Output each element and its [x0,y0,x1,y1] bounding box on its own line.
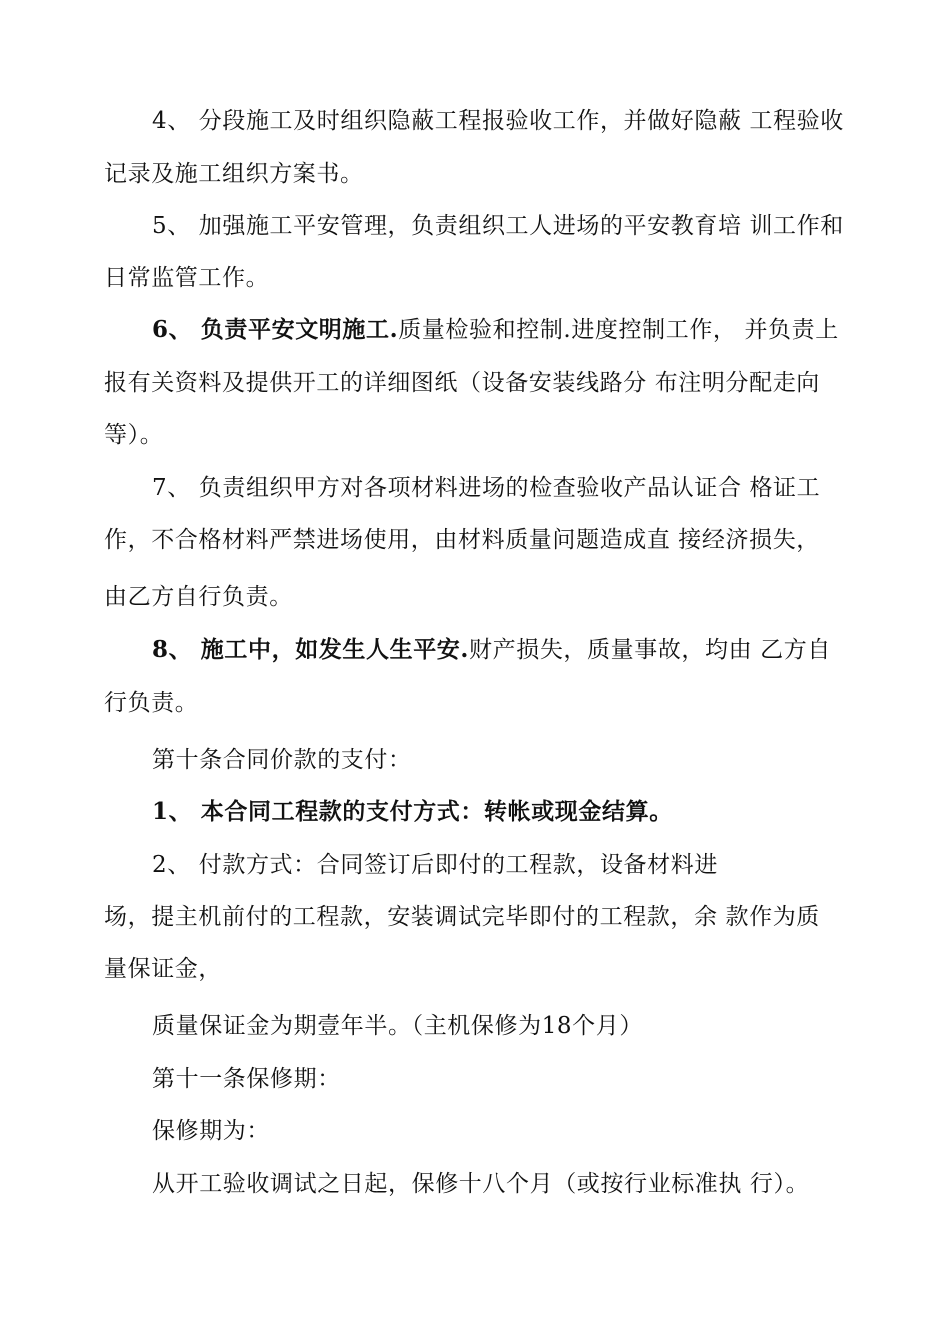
article-11-warranty-label: 保修期为： [152,1118,270,1144]
article-11-warranty-term: 从开工验收调试之日起，保修十八个月（或按行业标准执 行）。 [152,1171,810,1197]
item-6-bold-lead: 6、 负责平安文明施工. [152,316,399,343]
item-7-line-2: 作，不合格材料严禁进场使用，由材料质量问题造成直 接经济损失， [104,527,820,553]
article-10-payment-terms-line-1: 2、 付款方式：合同签订后即付的工程款，设备材料进 [152,852,718,878]
item-8-line-2: 行负责。 [104,690,199,716]
item-5-line-2: 日常监管工作。 [104,265,270,291]
item-8-line-1 [152,635,852,665]
article-11-heading: 第十一条保修期： [152,1066,341,1092]
item-6-line-3: 等）。 [104,422,164,448]
item-4-line-1: 4、 分段施工及时组织隐蔽工程报验收工作，并做好隐蔽 工程验收 [152,108,844,134]
item-6-line-1 [152,315,852,345]
item-5-line-1: 5、 加强施工平安管理，负责组织工人进场的平安教育培 训工作和 [152,213,844,239]
item-4-line-2: 记录及施工组织方案书。 [104,161,364,187]
item-8-line-1-rest: 财产损失，质量事故，均由 乙方自 [469,637,831,663]
article-10-payment-method: 1、 本合同工程款的支付方式：转帐或现金结算。 [152,798,673,825]
item-7-line-1: 7、 负责组织甲方对各项材料进场的检查验收产品认证合 格证工 [152,475,821,501]
article-10-warranty-deposit: 质量保证金为期壹年半。（主机保修为18个月） [152,1013,643,1039]
item-8-bold-lead: 8、 施工中，如发生人生平安. [152,636,470,663]
article-10-payment-terms-line-3: 量保证金， [104,956,222,982]
item-7-line-3: 由乙方自行负责。 [104,584,293,610]
item-6-line-2: 报有关资料及提供开工的详细图纸（设备安装线路分 布注明分配走向 [104,370,820,396]
article-10-payment-terms-line-2: 场，提主机前付的工程款，安装调试完毕即付的工程款，余 款作为质 [104,904,820,930]
article-10-heading: 第十条合同价款的支付： [152,747,412,773]
item-6-line-1-rest: 质量检验和控制.进度控制工作， 并负责上 [398,317,839,343]
